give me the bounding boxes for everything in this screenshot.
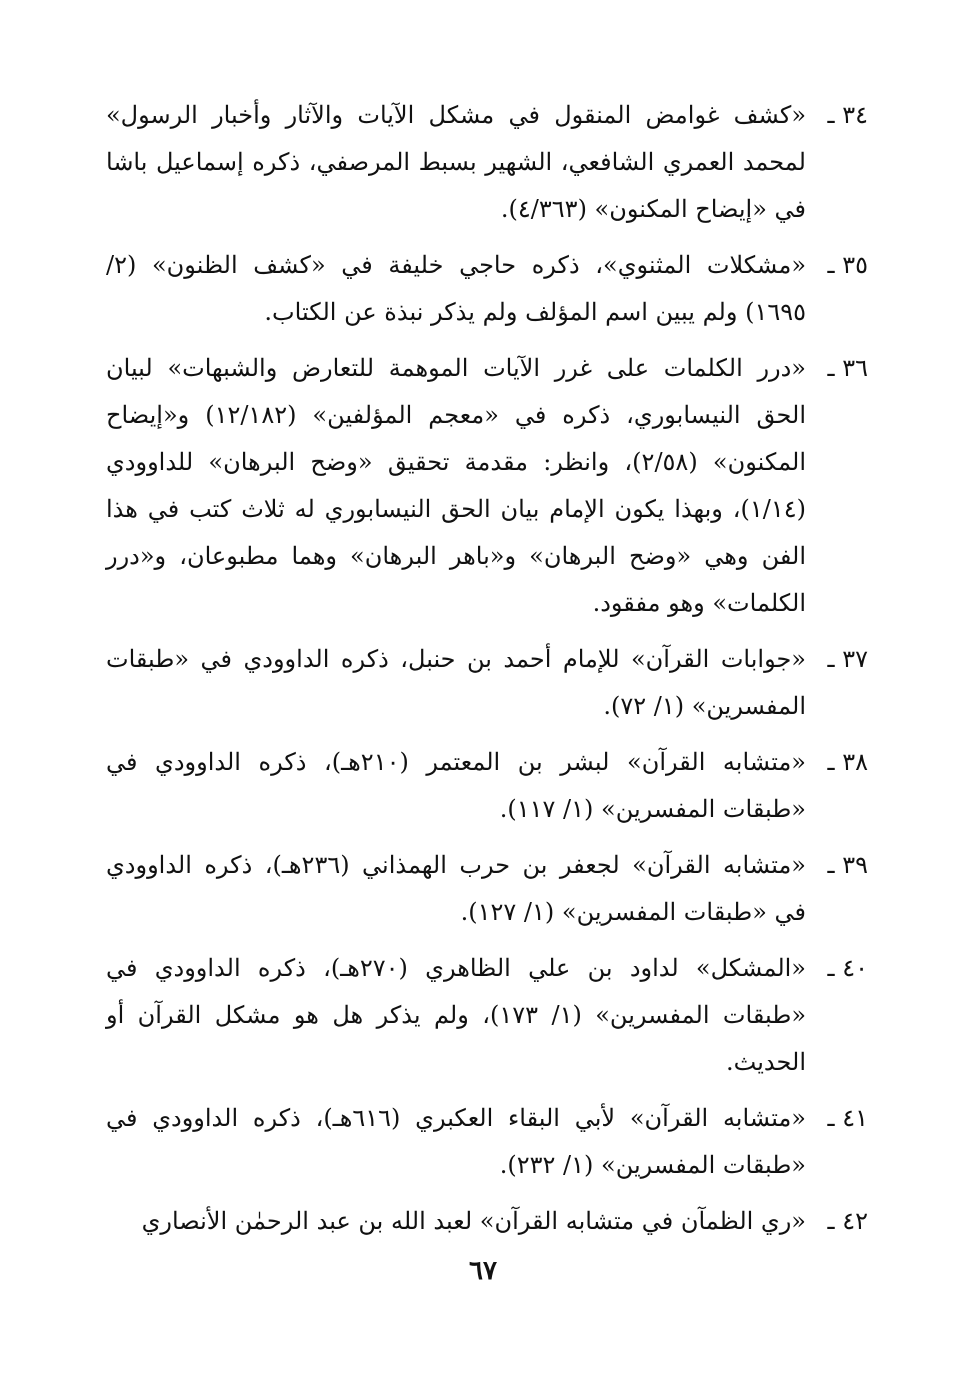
list-item [106,842,868,936]
list-item [106,345,868,627]
entry-number: ٤٠ ـ [827,954,868,982]
entry-text: «درر الكلمات على غرر الآيات الموهمة للتعارض والشبهات» لبيان الحق النيسابوري، ذكره في «معجم المؤلفين» (١٢/١٨٢) و«إيضاح المكنون» (٢/٥٨)، وانظر: مقدمة تحقيق «وضح البرهان» للداوودي (١/١٤)، وبهذا يكون الإمام بيان الحق النيسابوري له ثلاث كتب في هذا الفن وهي «وضح البرهان» و«باهر البرهان» وهما مطبوعان، و«درر الكلمات» وهو مفقود. [106,354,807,617]
list-item [106,242,868,336]
page-number: ٦٧ [469,1256,497,1286]
entry-number: ٣٨ ـ [827,748,868,776]
entry-number: ٣٤ ـ [827,101,868,129]
entry-number: ٤٢ ـ [827,1207,868,1235]
entry-text: «كشف غوامض المنقول في مشكل الآيات والآثار وأخبار الرسول» لمحمد العمري الشافعي، الشهير بسبط المرصفي، ذكره إسماعيل باشا في «إيضاح المكنون» (٤/٣٦٣). [106,101,806,223]
list-item [106,945,868,1086]
entry-text: «ري الظمآن في متشابه القرآن» لعبد الله بن عبد الرحمٰن الأنصاري [141,1207,806,1235]
list-item [106,92,868,233]
entry-text: «المشكل» لداود بن علي الظاهري (٢٧٠هـ)، ذكره الداوودي في «طبقات المفسرين» (١/ ١٧٣)، ولم يذكر هل هو مشكل القرآن أو الحديث. [106,954,807,1076]
entry-text: «مشكلات المثنوي»، ذكره حاجي خليفة في «كشف الظنون» (٢/ ١٦٩٥) ولم يبين اسم المؤلف ولم يذكر نبذة عن الكتاب. [106,251,806,326]
entry-number: ٣٩ ـ [827,851,868,879]
entry-text: «متشابه القرآن» لبشر بن المعتمر (٢١٠هـ)، ذكره الداوودي في «طبقات المفسرين» (١/ ١١٧). [106,748,806,823]
list-item [106,1198,868,1245]
entry-text: «جوابات القرآن» للإمام أحمد بن حنبل، ذكره الداوودي في «طبقات المفسرين» (١/ ٧٢). [106,645,806,720]
entry-text: «متشابه القرآن» لأبي البقاء العكبري (٦١٦هـ)، ذكره الداوودي في «طبقات المفسرين» (١/ ٢٣٢). [106,1104,806,1179]
entry-number: ٣٥ ـ [827,251,868,279]
list-item [106,636,868,730]
entry-list [106,92,868,1254]
entry-number: ٣٧ ـ [827,645,868,673]
entry-number: ٤١ ـ [827,1104,868,1132]
list-item [106,739,868,833]
entry-text: «متشابه القرآن» لجعفر بن حرب الهمذاني (٢٣٦هـ)، ذكره الداوودي في «طبقات المفسرين» (١/ ١٢٧). [106,851,806,926]
list-item [106,1095,868,1189]
entry-number: ٣٦ ـ [827,354,868,382]
